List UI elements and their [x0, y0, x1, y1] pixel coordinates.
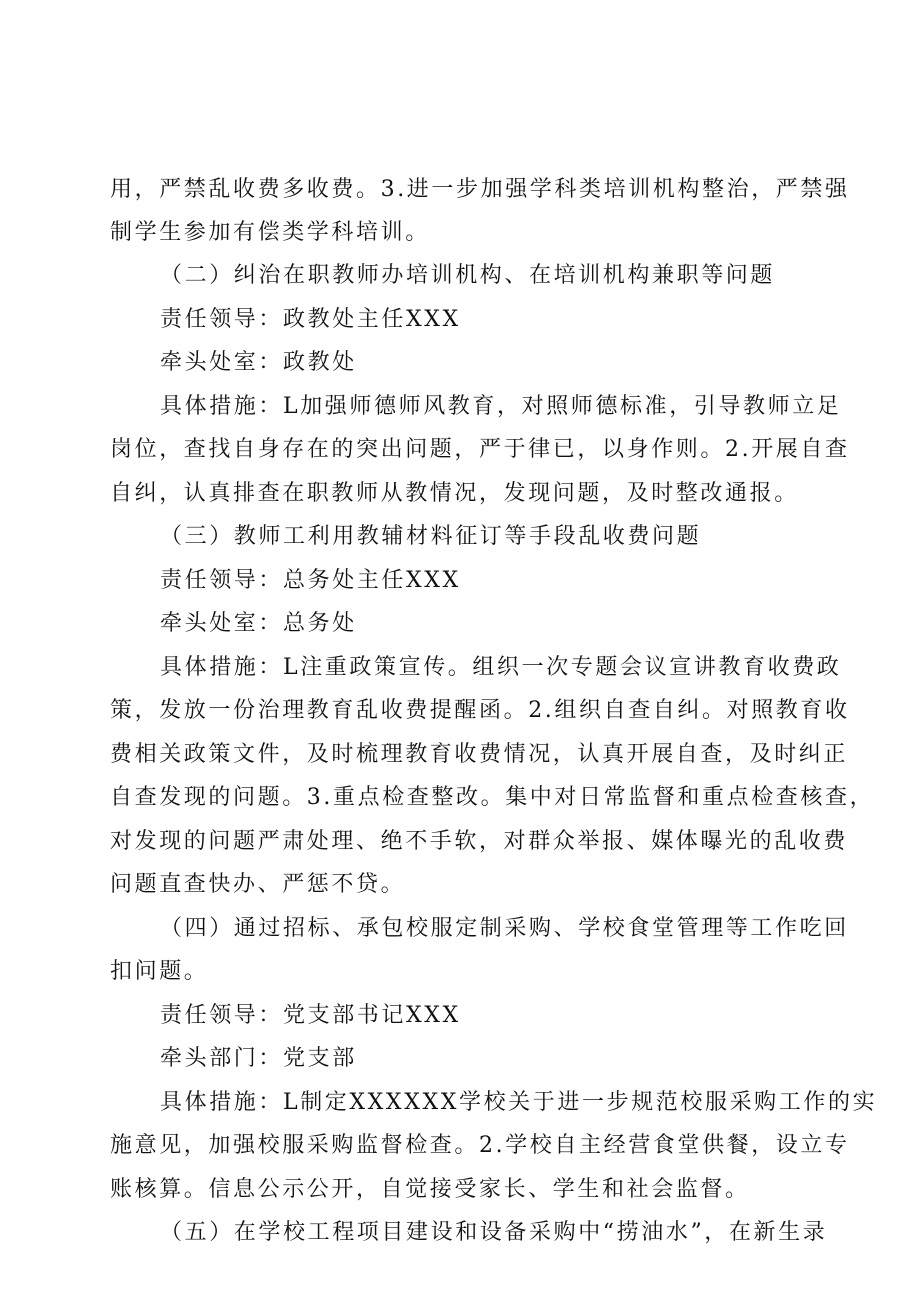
measures-text-line: 具体措施：L制定XXXXXX学校关于进一步规范校服采购工作的实 — [160, 1090, 878, 1115]
lead-office: 牵头处室：政教处 — [160, 350, 357, 375]
measures-text-line: 岗位，查找自身存在的突出问题，严于律已，以身作则。2.开展自查 — [110, 437, 850, 462]
measures-text-line: 账核算。信息公示公开，自觉接受家长、学生和社会监督。 — [110, 1177, 750, 1202]
responsible-leader: 责任领导：党支部书记XXX — [160, 1003, 461, 1028]
responsible-leader: 责任领导：政教处主任XXX — [160, 307, 461, 332]
measures-text-line: 策，发放一份治理教育乱收费提醒函。2.组织自查自纠。对照教育收 — [110, 698, 850, 723]
section-heading: （四）通过招标、承包校服定制采购、学校食堂管理等工作吃回 — [160, 916, 849, 941]
measures-text-line: 问题直查快办、严惩不贷。 — [110, 872, 406, 897]
lead-department: 牵头部门：党支部 — [160, 1046, 357, 1071]
responsible-leader: 责任领导：总务处主任XXX — [160, 568, 461, 593]
body-text-line: 制学生参加有偿类学科培训。 — [110, 220, 430, 245]
section-heading: （五）在学校工程项目建设和设备采购中“捞油水”，在新生录 — [160, 1220, 828, 1245]
section-heading: （三）教师工利用教辅材料征订等手段乱收费问题 — [160, 524, 702, 549]
section-heading: 扣问题。 — [110, 959, 209, 984]
measures-text-line: 费相关政策文件，及时梳理教育收费情况，认真开展自查，及时纠正 — [110, 742, 849, 767]
measures-text-line: 自查发现的问题。3.重点检查整改。集中对日常监督和重点检查核查， — [110, 785, 875, 810]
section-heading: （二）纠治在职教师办培训机构、在培训机构兼职等问题 — [160, 263, 776, 288]
measures-text-line: 具体措施：L注重政策宣传。组织一次专题会议宣讲教育收费政 — [160, 655, 842, 680]
measures-text-line: 施意见，加强校服采购监督检查。2.学校自主经营食堂供餐，设立专 — [110, 1133, 850, 1158]
measures-text-line: 具体措施：L加强师德师风教育，对照师德标准，引导教师立足 — [160, 394, 842, 419]
body-text-line: 用，严禁乱收费多收费。3.进一步加强学科类培训机构整治，严禁强 — [110, 177, 850, 202]
measures-text-line: 自纠，认真排查在职教师从教情况，发现问题，及时整改通报。 — [110, 481, 799, 506]
lead-office: 牵头处室：总务处 — [160, 611, 357, 636]
measures-text-line: 对发现的问题严肃处理、绝不手软，对群众举报、媒体曝光的乱收费 — [110, 829, 849, 854]
